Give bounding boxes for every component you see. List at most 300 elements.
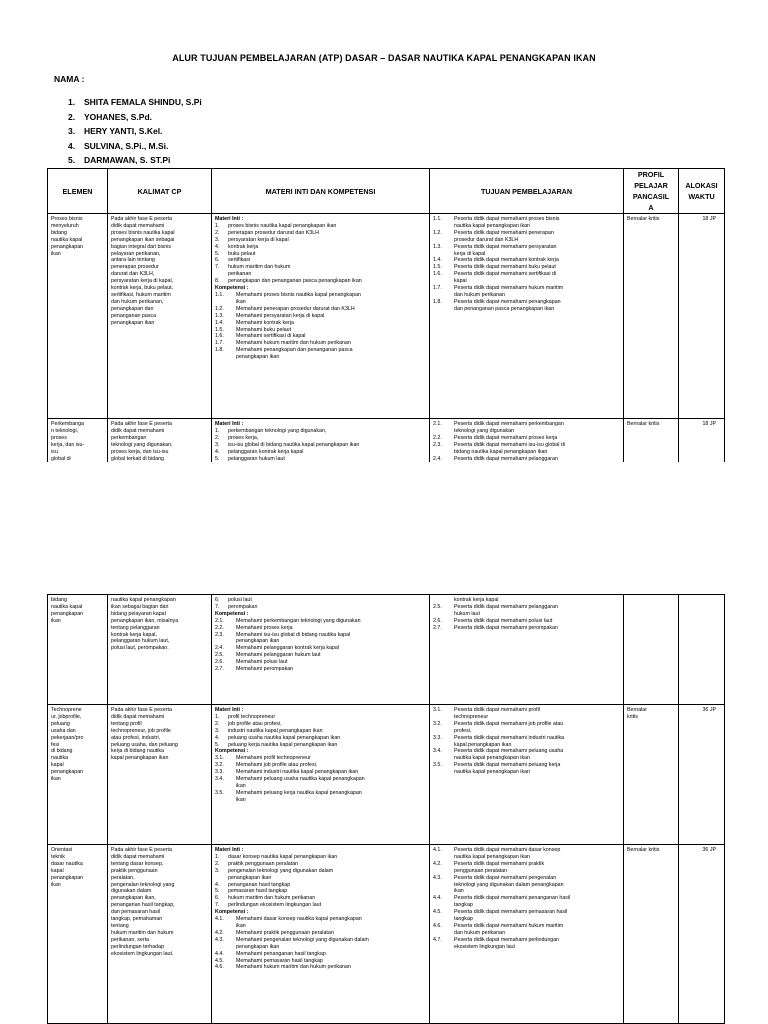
cell-alokasi: 18 JP (679, 419, 725, 465)
cp-line: penanganan pasca (111, 312, 157, 319)
header-alokasi-line: WAKTU (688, 192, 715, 201)
cp-line: kapal penangkapan ikan (111, 755, 169, 762)
materi-item (215, 230, 426, 237)
item-text: penerapan prosedur darurat dan K3LH (228, 229, 319, 236)
elemen-line: usaha dan (51, 727, 76, 734)
tujuan-item (433, 442, 620, 449)
item-continuation: bidang nautika kapal penangkapan ikan (454, 448, 548, 455)
item-number: 3.5. (215, 789, 224, 796)
cell-kalimat-cp (108, 705, 212, 845)
item-number: 1.3. (215, 312, 224, 319)
item-number: 5. (215, 250, 220, 257)
cp-line: peralatan, (111, 874, 135, 881)
item-number: 1.5. (215, 326, 224, 333)
item-continuation: penangkapan ikan (236, 638, 280, 645)
materi-item (215, 264, 426, 271)
item-continuation: kapal (454, 278, 467, 285)
cp-line: Pada akhir fase E peserta (111, 847, 172, 853)
tujuan-item (433, 762, 620, 769)
tujuan-item (433, 909, 620, 916)
item-text: Peserta didik dapat memahami perompakan (454, 624, 558, 631)
item-number: 1.7. (215, 340, 224, 347)
materi-inti-heading: Materi Inti : (215, 216, 244, 222)
materi-item (215, 728, 426, 735)
materi-item (215, 244, 426, 251)
author-name: SULVINA, S.Pi., M.Si. (84, 140, 169, 151)
tujuan-item (433, 625, 620, 632)
item-text: job profile atau profesi, (228, 720, 282, 727)
cell-elemen (48, 705, 108, 845)
author-item (68, 139, 202, 154)
item-continuation: ikan (454, 888, 464, 895)
cp-line: dan hukum perikanan, (111, 298, 164, 305)
kompetensi-item (215, 652, 426, 659)
materi-item (215, 721, 426, 728)
tujuan-item (433, 435, 620, 442)
elemen-line: n teknologi, (51, 427, 79, 434)
item-number: 7. (215, 603, 220, 610)
cell-alokasi (679, 595, 725, 705)
item-text: industri nautika kapal penangkapan ikan (228, 727, 323, 734)
kompetensi-item (215, 347, 426, 354)
item-text: perompakan (228, 603, 258, 610)
elemen-line: penangkapan (51, 243, 84, 250)
cp-line: digunakan dalam (111, 888, 152, 895)
kompetensi-item (215, 762, 426, 769)
author-item (68, 153, 202, 168)
materi-item (215, 735, 426, 742)
tujuan-item (433, 299, 620, 306)
cp-line: antara lain tentang (111, 257, 155, 264)
item-number: 2. (215, 860, 220, 867)
atp-table-page-1 (47, 168, 725, 465)
item-number: 1. (215, 713, 220, 720)
elemen-line: isu (51, 448, 58, 455)
item-number: 1. (215, 853, 220, 860)
elemen-line: bidang (51, 597, 67, 603)
item-number: 1.8. (433, 298, 442, 305)
item-continuation: tangkap (454, 902, 473, 909)
header-kalimat-cp: KALIMAT CP (108, 169, 212, 214)
item-text: Memahami proses kerja (236, 624, 293, 631)
item-text: pelanggaran kontrak kerja kapal (228, 448, 304, 455)
tujuan-item (433, 923, 620, 930)
item-text: Memahami isu-isu global di bidang nautika kapal (236, 631, 351, 638)
document-title: ALUR TUJUAN PEMBELAJARAN (ATP) DASAR – DASAR NAUTIKA KAPAL PENANGKAPAN IKAN (172, 53, 596, 63)
cp-line: Pada akhir fase E peserta (111, 216, 172, 222)
item-continuation: penangkapan ikan (236, 354, 280, 361)
item-continuation: teknologi yang digunakan (454, 427, 515, 434)
kompetensi-item (215, 755, 426, 762)
kompetensi-heading: Kompetensi : (215, 748, 249, 755)
tujuan-item (433, 721, 620, 728)
item-number: 2.5. (215, 652, 224, 659)
elemen-line: Perkembanga (51, 421, 84, 427)
table-row (48, 845, 725, 1024)
author-number: 5. (68, 155, 76, 165)
item-number: 3.3. (215, 769, 224, 776)
kompetensi-item (215, 618, 426, 625)
item-number: 1.8. (215, 347, 224, 354)
materi-item (215, 714, 426, 721)
item-text: Peserta didik dapat memahami job profile atau (454, 720, 564, 727)
elemen-line: nautika (51, 755, 69, 762)
item-number: 2.7. (215, 666, 224, 673)
cell-materi (212, 214, 430, 419)
cell-alokasi: 18 JP (679, 214, 725, 419)
item-number: 2. (215, 434, 220, 441)
cp-line: ekosistem lingkungan laut. (111, 950, 174, 957)
kompetensi-item (215, 790, 426, 797)
item-text: Memahami perompakan (236, 666, 294, 673)
kompetensi-heading: Kompetensi : (215, 610, 249, 617)
tujuan-item (433, 748, 620, 755)
cell-alokasi: 36 JP (679, 705, 725, 845)
kompetensi-item (215, 292, 426, 299)
materi-inti-heading: Materi Inti : (215, 421, 244, 427)
tujuan-item (433, 257, 620, 264)
cp-line: peluang usaha, dan peluang (111, 741, 178, 748)
item-text: Peserta didik dapat memahami peluang usaha (454, 748, 564, 755)
item-number: 4.1. (215, 916, 224, 923)
profil-line: Bernalar (627, 707, 648, 713)
cp-line: pelanggaran hukum laut, (111, 638, 170, 645)
item-text: Memahami pelanggaran kontrak kerja kapal (236, 645, 340, 652)
item-text: polusi laut (228, 597, 252, 603)
materi-inti-heading: Materi Inti : (215, 847, 244, 853)
cp-line: bidang pelayaran kapal (111, 610, 166, 617)
tujuan-item (433, 271, 620, 278)
cell-alokasi: 36 JP (679, 845, 725, 1024)
cp-line: technopreneur, job profile (111, 727, 171, 734)
tujuan-item (433, 264, 620, 271)
cell-kalimat-cp (108, 845, 212, 1024)
table-row (48, 595, 725, 705)
item-number: 1. (215, 222, 220, 229)
item-number: 5. (215, 741, 220, 748)
cp-line: tentang dasar konsep, (111, 860, 164, 867)
kompetensi-item (215, 964, 426, 971)
item-number: 1.4. (215, 319, 224, 326)
materi-item (215, 861, 426, 868)
cp-line: sertifikasi, hukum maritim (111, 291, 171, 298)
kompetensi-item (215, 958, 426, 965)
item-text: Peserta didik dapat memahami hukum maritim (454, 922, 564, 929)
item-number: 8. (215, 278, 220, 285)
materi-item (215, 882, 426, 889)
item-continuation: profesi, (454, 727, 472, 734)
item-text: Peserta didik dapat memahami hukum maritim (454, 285, 564, 292)
item-text: Peserta didik dapat memahami isu-isu global di (454, 441, 565, 448)
item-number: 4.5. (433, 909, 442, 916)
cp-line: penangkapan ikan sebagai (111, 236, 175, 243)
cell-tujuan (430, 845, 624, 1024)
cell-kalimat-cp (108, 595, 212, 705)
item-number: 4.4. (433, 895, 442, 902)
item-number: 3.4. (433, 748, 442, 755)
cell-profil (624, 595, 679, 705)
item-text: hukum maritim dan hukum perikanan (228, 895, 316, 902)
kompetensi-heading: Kompetensi : (215, 909, 249, 916)
elemen-line: peluang (51, 720, 70, 727)
cp-line: teknologi yang digunakan, (111, 441, 173, 448)
materi-item (215, 742, 426, 749)
cp-line: didik dapat memahami (111, 713, 165, 720)
materi-item (215, 449, 426, 456)
item-continuation: dan penanganan pasca penangkapan ikan (454, 305, 555, 312)
item-continuation: nautika kapal penangkapan ikan (454, 755, 530, 762)
item-number: 5. (215, 455, 220, 462)
item-text: profil technopreneur (228, 713, 276, 720)
kompetensi-item (215, 333, 426, 340)
item-number: 5. (215, 888, 220, 895)
cp-line: pelayaran perikanan, (111, 250, 161, 257)
item-text: Peserta didik dapat memahami proses bisnis (454, 216, 560, 222)
author-name: HERY YANTI, S.Kel. (84, 126, 163, 136)
item-text: Peserta didik dapat memahami pemasaran hasil (454, 909, 568, 916)
cell-materi (212, 705, 430, 845)
elemen-line: Orientasi (51, 847, 73, 853)
item-number: 2. (215, 229, 220, 236)
item-text: Memahami kontrak kerja (236, 319, 294, 326)
item-text: Memahami hukum maritim dan hukum perikanan (236, 964, 351, 971)
item-text: Memahami perkembangan teknologi yang digunakan (236, 617, 361, 624)
elemen-line: Technoprene (51, 707, 82, 713)
item-continuation: nautika kapal penangkapan ikan (454, 853, 530, 860)
cell-tujuan (430, 705, 624, 845)
cell-tujuan (430, 419, 624, 465)
materi-item (215, 888, 426, 895)
elemen-line: ikan (51, 881, 61, 888)
kompetensi-item (215, 937, 426, 944)
elemen-line: dasar nautika (51, 860, 83, 867)
item-text: Peserta didik dapat memahami proses kerja (454, 434, 558, 441)
cp-line: bagian integral dari bisnis (111, 243, 172, 250)
item-number: 4. (215, 734, 220, 741)
item-number: 2. (215, 720, 220, 727)
header-profil-line: A (648, 203, 654, 212)
item-continuation: penangkapan ikan (236, 943, 280, 950)
item-text: peluang usaha nautika kapal penangkapan ikan (228, 734, 341, 741)
author-item (68, 110, 202, 125)
cell-profil (624, 419, 679, 465)
cell-materi (212, 595, 430, 705)
item-number: 3. (215, 727, 220, 734)
item-continuation: ikan (236, 782, 246, 789)
item-text: Memahami industri nautika kapal penangkapan ikan (236, 769, 359, 776)
kompetensi-item (215, 632, 426, 639)
item-text: Memahami buku pelaut (236, 326, 292, 333)
item-number: 2.3. (433, 441, 442, 448)
item-text: Memahami peluang usaha nautika kapal penangkapan (236, 776, 365, 783)
item-number: 4.4. (215, 950, 224, 957)
tujuan-item (433, 735, 620, 742)
item-number: 4.3. (433, 874, 442, 881)
item-text: Peserta didik dapat memahami peluang kerja (454, 762, 561, 769)
item-number: 3.3. (433, 734, 442, 741)
item-number: 7. (215, 264, 220, 271)
item-number: 3.1. (433, 707, 442, 713)
item-number: 3.5. (433, 762, 442, 769)
item-number: 1.2. (433, 229, 442, 236)
cp-line: perlindungan terhadap (111, 943, 165, 950)
item-continuation: ikan (236, 298, 246, 305)
header-elemen: ELEMEN (48, 169, 108, 214)
cp-line: kontrak kerja kapal, (111, 631, 157, 638)
header-materi: MATERI INTI DAN KOMPETENSI (212, 169, 430, 214)
tujuan-item (433, 618, 620, 625)
cp-line: proses kerja, dan isu-isu (111, 448, 169, 455)
header-profil (624, 169, 679, 214)
author-number: 2. (68, 111, 76, 122)
item-number: 4.6. (215, 964, 224, 971)
item-text: Memahami persyaratan kerja di kapal (236, 312, 325, 319)
cell-profil (624, 214, 679, 419)
item-text: Peserta didik dapat memahami perkembangan (454, 421, 564, 427)
item-text: pemasaran hasil tangkap (228, 888, 288, 895)
item-text: Peserta didik dapat memahami kontrak kerja (454, 257, 559, 264)
item-text: Peserta didik dapat memahami sertifikasi di (454, 271, 557, 278)
item-text: Peserta didik dapat memahami pengenalan (454, 874, 557, 881)
elemen-line: menyeluruh (51, 222, 79, 229)
item-text: Memahami polusi laut (236, 659, 288, 666)
header-tujuan: TUJUAN PEMBELAJARAN (430, 169, 624, 214)
materi-item (215, 597, 426, 604)
item-continuation: penangkapan ikan (228, 874, 272, 881)
item-number: 6. (215, 895, 220, 902)
elemen-line: kapal (51, 867, 64, 874)
item-number: 3.1. (215, 755, 224, 762)
item-text: Peserta didik dapat memahami penangkapan (454, 298, 561, 305)
cell-elemen (48, 419, 108, 465)
item-continuation: ikan (236, 922, 246, 929)
cp-line: proses bisnis nautika kapal (111, 229, 175, 236)
item-text: pelanggaran hukum laut (228, 455, 285, 462)
item-number: 3.2. (433, 720, 442, 727)
item-text: Memahami pemasaran hasil tangkap (236, 957, 323, 964)
elemen-line: ikan (51, 617, 61, 624)
item-text: Memahami proses bisnis nautika kapal penangkapan (236, 291, 361, 298)
item-text: penanganan hasil tangkap (228, 881, 291, 888)
item-text: perlindungan ekosistem lingkungan laut (228, 902, 322, 909)
item-number: 4. (215, 881, 220, 888)
elemen-line: Proses bisnis (51, 216, 83, 222)
tujuan-item (433, 604, 620, 611)
materi-item (215, 604, 426, 611)
atp-table-page-2 (47, 594, 725, 1024)
table-row (48, 214, 725, 419)
item-number: 1.5. (433, 264, 442, 271)
item-number: 1.4. (433, 257, 442, 264)
item-continuation: hukum laut (454, 610, 480, 617)
tujuan-item (433, 937, 620, 944)
cp-line: kontrak kerja, buku pelaut, (111, 285, 174, 292)
item-number: 4.5. (215, 957, 224, 964)
cp-line: Pada akhir fase E peserta (111, 707, 172, 713)
cp-line: perkembangan (111, 434, 147, 441)
item-continuation: dan hukum perikanan (454, 291, 505, 298)
item-text: Memahami dasar konsep nautika kapal penangkapan (236, 916, 362, 923)
profil-line: kritis (627, 713, 638, 720)
item-number: 2.4. (215, 645, 224, 652)
item-text: Peserta didik dapat memahami persyaratan (454, 243, 557, 250)
cp-line: darurat dan K3LH, (111, 271, 155, 278)
materi-item (215, 251, 426, 258)
tujuan-item (433, 285, 620, 292)
materi-item (215, 854, 426, 861)
kompetensi-item (215, 320, 426, 327)
item-continuation: tangkap (454, 916, 473, 923)
kompetensi-item (215, 327, 426, 334)
cp-line: kerja di bidang nautika (111, 748, 165, 755)
item-text: Peserta didik dapat memahami perlindungan (454, 936, 560, 943)
cp-line: Pada akhir fase E peserta (111, 421, 172, 427)
cp-line: hukum maritim dan hukum (111, 929, 174, 936)
materi-item (215, 435, 426, 442)
item-number: 6. (215, 257, 220, 264)
materi-item (215, 237, 426, 244)
item-text: peluang kerja nautika kapal penangkapan ikan (228, 741, 338, 748)
item-text: Memahami hukum maritim dan hukum perikanan (236, 340, 351, 347)
author-item (68, 124, 202, 139)
item-text: Memahami sertifikasi di kapal (236, 333, 306, 340)
item-number: 2.6. (215, 659, 224, 666)
kompetensi-item (215, 340, 426, 347)
kompetensi-item (215, 313, 426, 320)
table-header-row (48, 169, 725, 214)
item-text: kontrak kerja (228, 243, 259, 250)
kompetensi-heading: Kompetensi : (215, 285, 249, 292)
cell-kalimat-cp (108, 214, 212, 419)
cell-elemen (48, 214, 108, 419)
materi-item (215, 868, 426, 875)
item-number: 1.6. (433, 271, 442, 278)
author-name: YOHANES, S.Pd. (84, 111, 153, 122)
header-profil-line: PANCASIL (632, 192, 670, 201)
item-text: Memahami job profile atau profesi, (236, 762, 318, 769)
header-alokasi-line: ALOKASI (685, 181, 718, 190)
item-continuation: kerja di kapal (454, 250, 486, 257)
item-text: Peserta didik dapat memahami profil (454, 707, 540, 713)
item-number: 3. (215, 441, 220, 448)
kompetensi-item (215, 306, 426, 313)
item-text: Memahami penangkapan dan penanganan pasca (236, 347, 353, 354)
item-number: 1.1. (215, 291, 224, 298)
item-number: 1.2. (215, 305, 224, 312)
item-text: Peserta didik dapat memahami dasar konsep (454, 847, 561, 853)
author-name: DARMAWAN, S. ST.Pi (84, 155, 171, 165)
cp-line: tentang profil (111, 720, 142, 727)
cp-line: tentang pelanggaran (111, 624, 160, 631)
author-number: 4. (68, 140, 76, 151)
elemen-line: ikan (51, 250, 61, 257)
elemen-line: bidang (51, 229, 67, 236)
materi-item (215, 223, 426, 230)
elemen-line: kapal (51, 762, 64, 769)
item-number: 1.3. (433, 243, 442, 250)
item-number: 4.3. (215, 936, 224, 943)
profil-line: Bernalar kritis (627, 847, 660, 853)
item-continuation: teknologi yang digunakan dalam penangkapan (454, 881, 564, 888)
materi-item (215, 895, 426, 902)
item-number: 1.6. (215, 333, 224, 340)
item-continuation: ekosistem lingkungan laut (454, 943, 515, 950)
cp-line: perikanan, serta (111, 936, 149, 943)
item-number: 2.2. (215, 624, 224, 631)
item-text: pengenalan teknologi yang digunakan dalam (228, 867, 334, 874)
item-number: 3. (215, 867, 220, 874)
cell-profil (624, 845, 679, 1024)
